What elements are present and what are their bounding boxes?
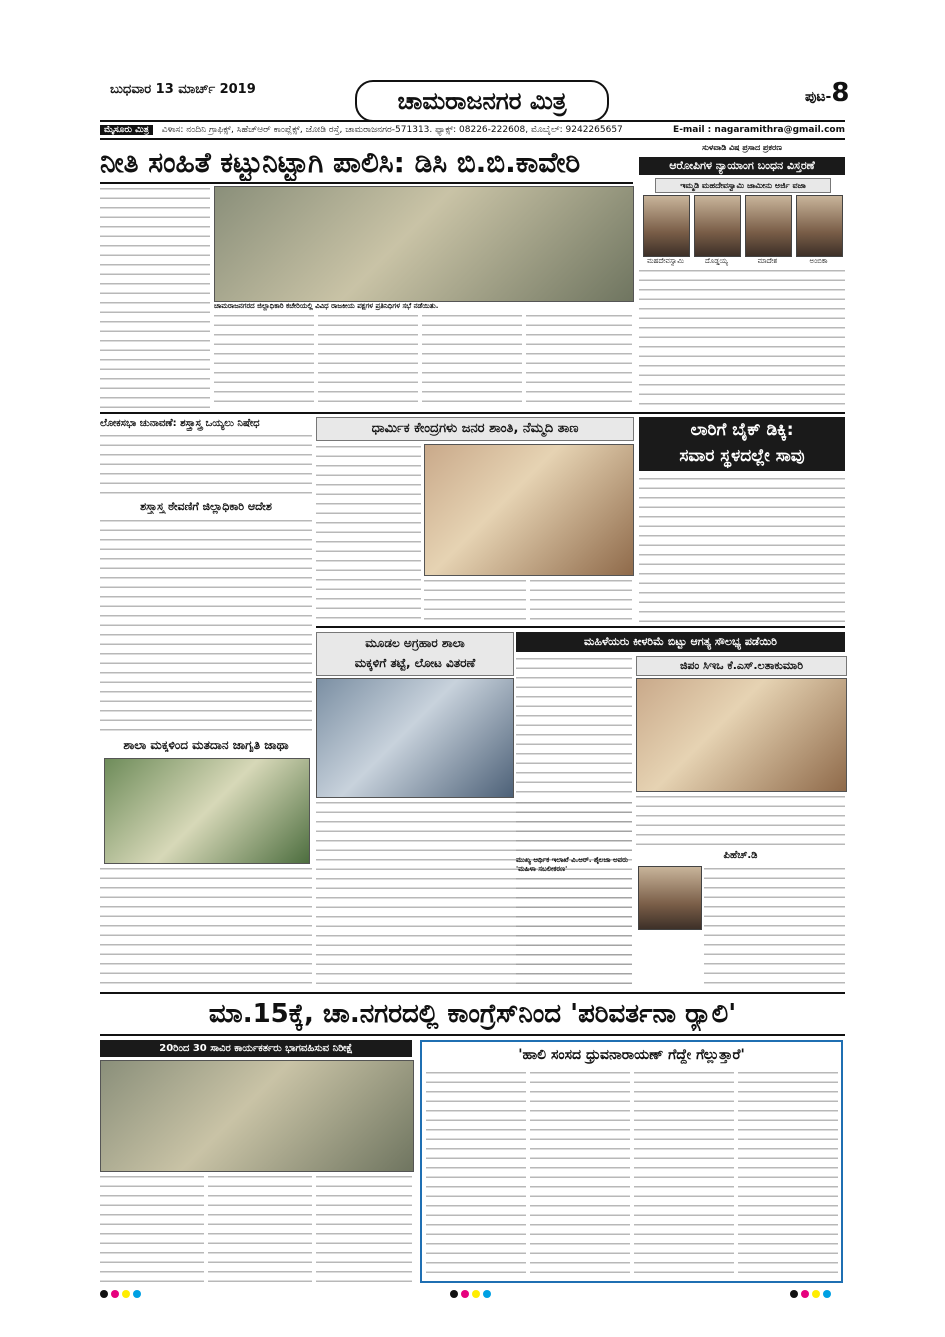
lorry-text [639, 476, 845, 622]
school-rally-photo [104, 758, 310, 864]
religious-text-2 [424, 578, 526, 622]
women-subhead: ಜಿಪಂ ಸಿಇಒ ಕೆ.ಎಸ್.ಲತಾಕುಮಾರಿ [636, 656, 847, 676]
accused-portrait-3 [745, 195, 792, 257]
accused-portrait-4 [796, 195, 843, 257]
moodala-headline-line2: ಮಕ್ಕಳಿಗೆ ತಟ್ಟೆ, ಲೋಟ ವಿತರಣೆ [354, 656, 476, 670]
accused-name-1: ಮಹದೇವಸ್ವಾಮಿ [647, 257, 684, 265]
rally-headline: ಮಾ.15ಕ್ಕೆ, ಚಾ.ನಗರದಲ್ಲಿ ಕಾಂಗ್ರೆಸ್‌ನಿಂದ 'ಪರಿವರ್ತನಾ ರ್‍ಯಾಲಿ' [208, 999, 737, 1029]
religious-event-photo [424, 444, 634, 576]
loksabha-text-1 [100, 433, 312, 497]
rally-text-3 [316, 1174, 412, 1282]
lead-headline: ನೀತಿ ಸಂಹಿತೆ ಕಟ್ಟುನಿಟ್ಟಾಗಿ ಪಾಲಿಸಿ: ಡಿಸಿ ಬಿ.ಬಿ.ಕಾವೇರಿ [100, 146, 581, 179]
lead-text-col5 [526, 313, 632, 408]
religious-headline: ಧಾರ್ಮಿಕ ಕೇಂದ್ರಗಳು ಜನರ ಶಾಂತಿ, ನೆಮ್ಮದಿ ತಾಣ [316, 417, 634, 441]
accused-portrait-2 [694, 195, 741, 257]
loksabha-text-2 [100, 518, 312, 733]
registration-marks-left [100, 1290, 144, 1301]
women-text-3 [516, 876, 632, 988]
lead-text-col1 [100, 186, 210, 408]
sulwadi-kicker: ಸುಳವಾಡಿ ವಿಷ ಪ್ರಸಾದ ಪ್ರಕರಣ [702, 143, 782, 152]
phd-text [704, 866, 845, 988]
rally-press-photo [100, 1060, 414, 1172]
section-divider-4 [100, 1034, 845, 1036]
loksabha-headline: ಲೋಕಸಭಾ ಚುನಾವಣೆ: ಶಸ್ತ್ರಾಸ್ತ್ರ ಒಯ್ಯಲು ನಿಷೇಧ [100, 418, 260, 429]
loksabha-subhead: ಶಸ್ತ್ರಾಸ್ತ್ರ ಠೇವಣಿಗೆ ಜಿಲ್ಲಾಧಿಕಾರಿ ಆದೇಶ [140, 500, 272, 513]
sister-brand: ಮೈಸೂರು ಮಿತ್ರ [100, 125, 153, 135]
sulwadi-text [639, 268, 845, 408]
dhruva-text-2 [530, 1070, 630, 1278]
lead-divider [100, 182, 633, 184]
religious-text-1 [316, 444, 421, 622]
accused-name-3: ಮಾದೇಶ [757, 257, 778, 265]
lead-text-col4 [422, 313, 522, 408]
registration-marks-center [450, 1290, 494, 1301]
women-headline: ಮಹಿಳೆಯರು ಕೀಳರಿಮೆ ಬಿಟ್ಟು ಆಗತ್ಯ ಸೌಲಭ್ಯ ಪಡೆಯಿರಿ [516, 632, 845, 652]
lead-text-col2 [214, 313, 314, 408]
lead-text-col3 [318, 313, 418, 408]
lead-photo-caption: ಚಾಮರಾಜನಗರದ ಜಿಲ್ಲಾಧಿಕಾರಿ ಕಚೇರಿಯಲ್ಲಿ ವಿವಿಧ ರಾಜಕೀಯ ಪಕ್ಷಗಳ ಪ್ರತಿನಿಧಿಗಳ ಸಭೆ ನಡೆಯಿತು. [214, 302, 439, 310]
sulwadi-subhead: ಇಮ್ಮಡಿ ಮಹದೇವಸ್ವಾಮಿ ಜಾಮೀನು ಅರ್ಜಿ ವಜಾ [655, 178, 831, 193]
school-headline: ಶಾಲಾ ಮಕ್ಕಳಿಂದ ಮತದಾನ ಜಾಗೃತಿ ಜಾಥಾ [123, 738, 289, 752]
moodala-headline-line1: ಮೂಡಲ ಅಗ್ರಹಾರ ಶಾಲಾ [365, 636, 465, 650]
dhruva-text-1 [426, 1070, 526, 1278]
religious-text-3 [530, 578, 632, 622]
moodala-headline [316, 632, 514, 676]
newspaper-title: ಚಾಮರಾಜನಗರ ಮಿತ್ರ [355, 80, 609, 122]
women-text-1 [516, 656, 632, 796]
page-number-value: 8 [831, 78, 850, 108]
women-event-photo [636, 678, 847, 792]
lead-meeting-photo [214, 186, 634, 302]
section-divider-1 [100, 412, 845, 414]
page-number [805, 78, 849, 108]
section-divider-2 [316, 626, 845, 628]
section-divider-3 [100, 992, 845, 994]
lorry-headline-line1: ಲಾರಿಗೆ ಬೈಕ್ ಡಿಕ್ಕಿ: [690, 420, 794, 440]
lorry-headline-line2: ಸವಾರ ಸ್ಥಳದಲ್ಲೇ ಸಾವು [679, 446, 805, 466]
contact-email: E-mail : nagaramithra@gmail.com [673, 125, 845, 135]
rally-subhead: 20ರಿಂದ 30 ಸಾವಿರ ಕಾರ್ಯಕರ್ತರು ಭಾಗವಹಿಸುವ ನಿರೀಕ್ಷೆ [100, 1040, 412, 1057]
registration-marks-right [790, 1290, 834, 1301]
sulwadi-headline: ಆರೋಪಿಗಳ ನ್ಯಾಯಾಂಗ ಬಂಧನ ವಿಸ್ತರಣೆ [639, 157, 845, 175]
lorry-headline [639, 417, 845, 471]
school-text [100, 866, 312, 988]
phd-headline: ಪಿಹೆಚ್.ಡಿ [723, 850, 758, 861]
rally-text-2 [208, 1174, 312, 1282]
moodala-students-photo [316, 678, 514, 798]
women-text-4 [636, 794, 845, 846]
dhruva-text-4 [738, 1070, 838, 1278]
women-note-head: ಮುಖ್ಯ ಆರ್ಥಿಕ ಇಲಾಖೆ ವಿ.ಆರ್. ಶೈಲಜಾ ಅವರು 'ಮಹಿಳಾ ಸಬಲೀಕರಣ' [516, 856, 628, 873]
phd-portrait [638, 866, 702, 930]
accused-portrait-1 [643, 195, 690, 257]
rally-text-1 [100, 1174, 204, 1282]
accused-name-4: ಅಂಬಿಕಾ [809, 257, 828, 265]
info-bar [100, 120, 845, 140]
publisher-address: ವಿಳಾಸ: ನಂದಿನಿ ಗ್ರಾಫಿಕ್ಸ್, ಸಿಹೆಚ್‌ಆರ್ ಕಾಂಪ್ಲೆಕ್ಸ್, ಜೋಡಿ ರಸ್ತೆ, ಚಾಮರಾಜನಗರ-571313. ಫ್ಯಾಕ್ಸ್: 08226-222608, ಮೊಬೈಲ್: 9242265657 [161, 125, 623, 135]
page-label: ಪುಟ- [805, 89, 832, 105]
women-text-2 [516, 800, 632, 852]
dhruva-text-3 [634, 1070, 734, 1278]
issue-date: ಬುಧವಾರ 13 ಮಾರ್ಚ್ 2019 [110, 82, 256, 97]
dhruva-headline: 'ಹಾಲಿ ಸಂಸದ ಧ್ರುವನಾರಾಯಣ್ ಗೆದ್ದೇ ಗೆಲ್ಲುತ್ತಾರೆ' [518, 1047, 745, 1063]
accused-name-2: ದೊಡ್ಡಯ್ಯ [705, 257, 728, 265]
